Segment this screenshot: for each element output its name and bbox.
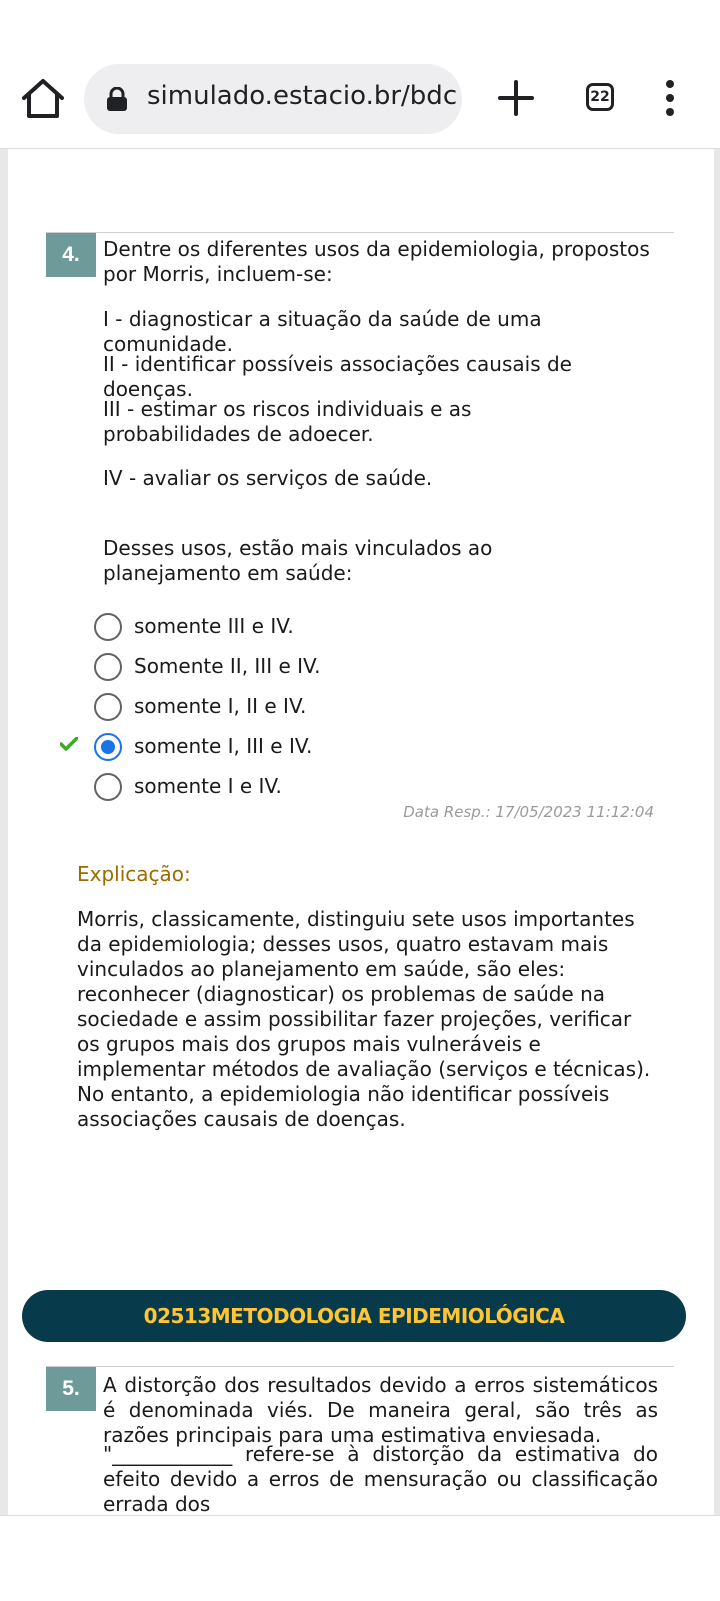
question-divider [46, 232, 674, 233]
exam-sheet [8, 149, 714, 1515]
question-item-2: II - identificar possíveis associações causais de doenças. [103, 352, 572, 401]
radio-button-selected[interactable] [94, 733, 122, 761]
option-label: somente III e IV. [134, 614, 294, 638]
option-label: Somente II, III e IV. [134, 654, 321, 678]
radio-button[interactable] [94, 613, 122, 641]
radio-button[interactable] [94, 693, 122, 721]
question-prompt: Desses usos, estão mais vinculados ao planejamento em saúde: [103, 536, 493, 585]
home-icon[interactable] [20, 76, 66, 122]
plus-icon[interactable] [496, 78, 536, 118]
browser-toolbar [0, 0, 720, 149]
answer-timestamp: Data Resp.: 17/05/2023 11:12:04 [403, 803, 654, 821]
question-statement: "____________ refere-se à distorção da estimativa do efeito devido a erros de mensuração ou classificação errada dos [103, 1442, 658, 1515]
radio-button[interactable] [94, 773, 122, 801]
option-label: somente I, III e IV. [134, 734, 313, 758]
section-banner: 02513METODOLOGIA EPIDEMIOLÓGICA [22, 1290, 686, 1342]
page-viewport [0, 149, 720, 1515]
question-number: 5. [46, 1367, 96, 1411]
address-bar[interactable] [84, 64, 462, 134]
option-label: somente I, II e IV. [134, 694, 307, 718]
question-number: 4. [46, 233, 96, 277]
correct-check-icon [60, 737, 78, 751]
bottom-bar [0, 1515, 720, 1601]
url-text: simulado.estacio.br/bdc [147, 81, 458, 111]
radio-button[interactable] [94, 653, 122, 681]
question-item-3: III - estimar os riscos individuais e as probabilidades de adoecer. [103, 397, 472, 446]
question-divider [46, 1366, 674, 1367]
option-label: somente I e IV. [134, 774, 282, 798]
more-vert-icon[interactable] [660, 80, 680, 116]
question-item-4: IV - avaliar os serviços de saúde. [103, 466, 433, 490]
explanation-text: Morris, classicamente, distinguiu sete usos importantes da epidemiologia; desses usos, quatro estavam mais vinculados ao planejamento em saúde, são eles: reconhecer (diagnosticar) os problemas de saúde na sociedade e assim possibilitar fazer projeções, verificar os grupos mais dos grupos mais vulneráveis e implementar métodos de avaliação (serviços e técnicas). No entanto, a epidemiologia não identificar possíveis associações causais de doenças. [77, 907, 651, 1131]
question-intro: A distorção dos resultados devido a erros sistemáticos é denominada viés. De maneira geral, são três as razões principais para uma estimativa enviesada. [103, 1373, 658, 1447]
explanation-title: Explicação: [77, 862, 191, 886]
question-item-1: I - diagnosticar a situação da saúde de uma comunidade. [103, 307, 542, 356]
lock-icon [106, 87, 128, 111]
question-intro: Dentre os diferentes usos da epidemiologia, propostos por Morris, incluem-se: [103, 237, 650, 286]
tab-switcher-button[interactable]: 22 [586, 83, 614, 111]
